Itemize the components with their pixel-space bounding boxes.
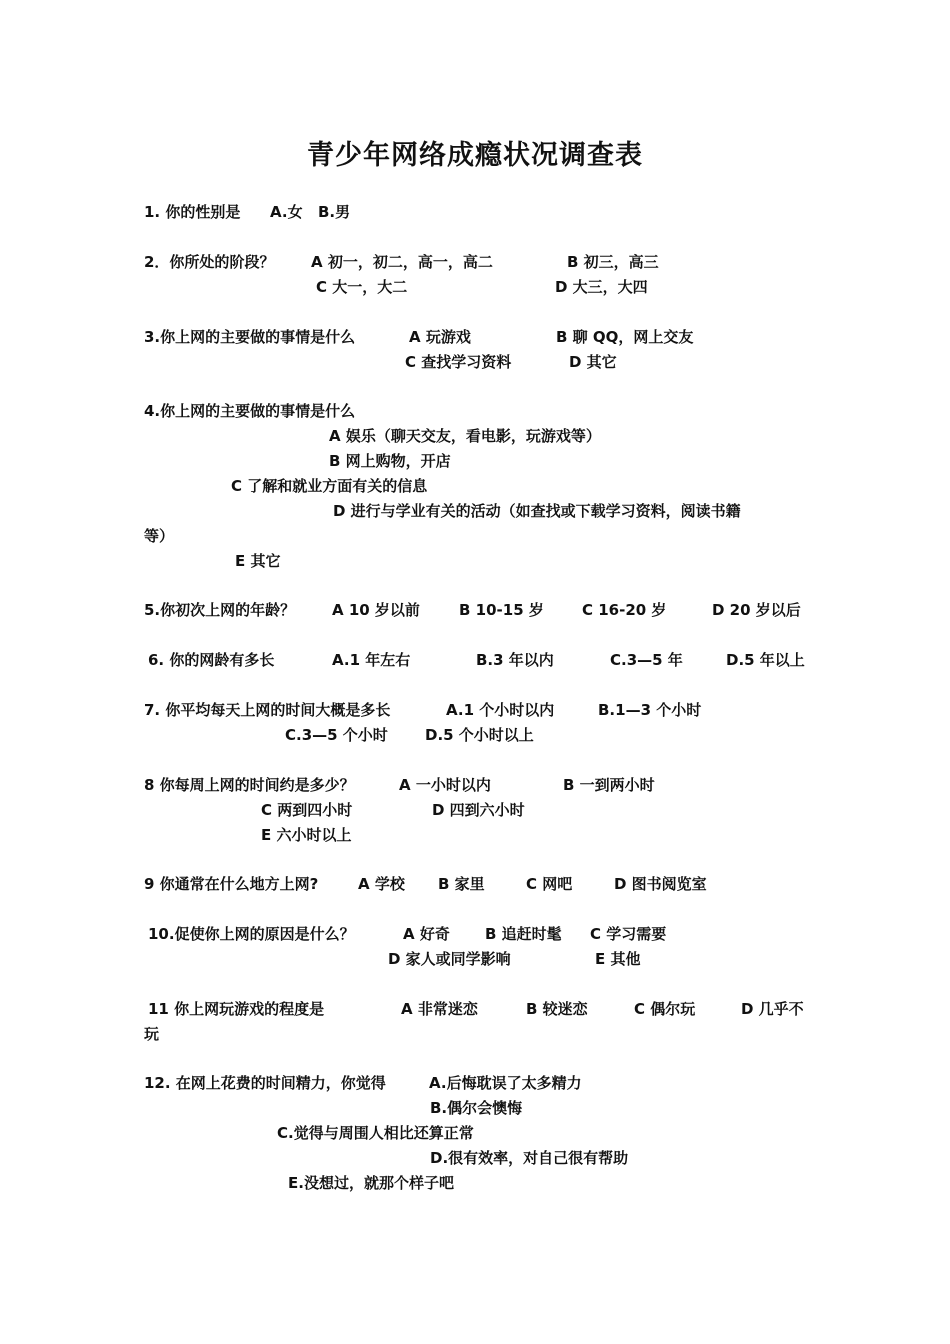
question-4-option-c: C 了解和就业方面有关的信息 bbox=[231, 477, 428, 495]
question-7-option-b: B.1—3 个小时 bbox=[598, 701, 702, 719]
question-7-text: 7. 你平均每天上网的时间大概是多长 bbox=[144, 701, 391, 719]
question-12-option-a: A.后悔耽误了太多精力 bbox=[429, 1074, 582, 1092]
question-5-option-c: C 16-20 岁 bbox=[582, 601, 667, 619]
question-1-option-a: A.女 bbox=[270, 203, 303, 221]
question-2-text: 2．你所处的阶段？ bbox=[144, 253, 275, 271]
question-4-text: 4.你上网的主要做的事情是什么 bbox=[144, 402, 356, 420]
question-11-option-d: D 几乎不 bbox=[741, 1000, 804, 1018]
question-12-text: 12. 在网上花费的时间精力，你觉得 bbox=[144, 1074, 386, 1092]
question-11-text: 11 你上网玩游戏的程度是 bbox=[148, 1000, 325, 1018]
question-3-option-d: D 其它 bbox=[569, 353, 617, 371]
question-9-option-d: D 图书阅览室 bbox=[614, 875, 707, 893]
question-7-option-a: A.1 个小时以内 bbox=[446, 701, 555, 719]
question-9-option-a: A 学校 bbox=[358, 875, 405, 893]
question-10-option-e: E 其他 bbox=[595, 950, 641, 968]
question-9-option-c: C 网吧 bbox=[526, 875, 573, 893]
question-12-option-d: D.很有效率，对自己很有帮助 bbox=[430, 1149, 629, 1167]
question-3-option-c: C 查找学习资料 bbox=[405, 353, 512, 371]
question-7-option-c: C.3—5 个小时 bbox=[285, 726, 388, 744]
question-11-option-d-continued: 玩 bbox=[144, 1025, 160, 1043]
question-1-option-b: B.男 bbox=[318, 203, 351, 221]
question-3-option-b: B 聊 QQ，网上交友 bbox=[556, 328, 694, 346]
question-4-option-d-continued: 等） bbox=[144, 527, 175, 545]
question-11-option-a: A 非常迷恋 bbox=[401, 1000, 478, 1018]
question-3-text: 3.你上网的主要做的事情是什么 bbox=[144, 328, 356, 346]
question-11-option-c: C 偶尔玩 bbox=[634, 1000, 696, 1018]
question-9-option-b: B 家里 bbox=[438, 875, 485, 893]
question-10-option-b: B 追赶时髦 bbox=[485, 925, 562, 943]
question-12-option-c: C.觉得与周围人相比还算正常 bbox=[277, 1124, 474, 1142]
question-6-option-c: C.3—5 年 bbox=[610, 651, 683, 669]
question-10-option-a: A 好奇 bbox=[403, 925, 450, 943]
question-11-option-b: B 较迷恋 bbox=[526, 1000, 588, 1018]
question-7-option-d: D.5 个小时以上 bbox=[425, 726, 534, 744]
question-9-text: 9 你通常在什么地方上网? bbox=[144, 875, 319, 893]
question-4-option-b: B 网上购物，开店 bbox=[329, 452, 451, 470]
question-6-text: 6. 你的网龄有多长 bbox=[148, 651, 275, 669]
question-10-option-d: D 家人或同学影响 bbox=[388, 950, 511, 968]
question-10-option-c: C 学习需要 bbox=[590, 925, 667, 943]
question-2-option-c: C 大一，大二 bbox=[316, 278, 408, 296]
question-5-option-a: A 10 岁以前 bbox=[332, 601, 420, 619]
question-5-text: 5.你初次上网的年龄？ bbox=[144, 601, 296, 619]
question-6-option-d: D.5 年以上 bbox=[726, 651, 805, 669]
question-1-text: 1. 你的性别是 bbox=[144, 203, 241, 221]
question-8-option-a: A 一小时以内 bbox=[399, 776, 491, 794]
question-12-option-b: B.偶尔会懊悔 bbox=[430, 1099, 523, 1117]
question-2-option-b: B 初三，高三 bbox=[567, 253, 659, 271]
question-6-option-b: B.3 年以内 bbox=[476, 651, 554, 669]
question-5-option-d: D 20 岁以后 bbox=[712, 601, 801, 619]
page-title: 青少年网络成瘾状况调查表 bbox=[307, 140, 643, 171]
question-8-option-d: D 四到六小时 bbox=[432, 801, 525, 819]
question-3-option-a: A 玩游戏 bbox=[409, 328, 471, 346]
question-5-option-b: B 10-15 岁 bbox=[459, 601, 544, 619]
question-6-option-a: A.1 年左右 bbox=[332, 651, 411, 669]
question-2-option-a: A 初一，初二，高一，高二 bbox=[311, 253, 493, 271]
question-4-option-a: A 娱乐（聊天交友，看电影，玩游戏等） bbox=[329, 427, 601, 445]
question-4-option-d: D 进行与学业有关的活动（如查找或下载学习资料，阅读书籍 bbox=[333, 502, 741, 520]
question-12-option-e: E.没想过，就那个样子吧 bbox=[288, 1174, 454, 1192]
question-8-option-b: B 一到两小时 bbox=[563, 776, 655, 794]
question-2-option-d: D 大三，大四 bbox=[555, 278, 648, 296]
question-4-option-e: E 其它 bbox=[235, 552, 281, 570]
question-10-text: 10.促使你上网的原因是什么？ bbox=[148, 925, 355, 943]
question-8-option-c: C 两到四小时 bbox=[261, 801, 353, 819]
question-8-option-e: E 六小时以上 bbox=[261, 826, 352, 844]
question-8-text: 8 你每周上网的时间约是多少？ bbox=[144, 776, 355, 794]
